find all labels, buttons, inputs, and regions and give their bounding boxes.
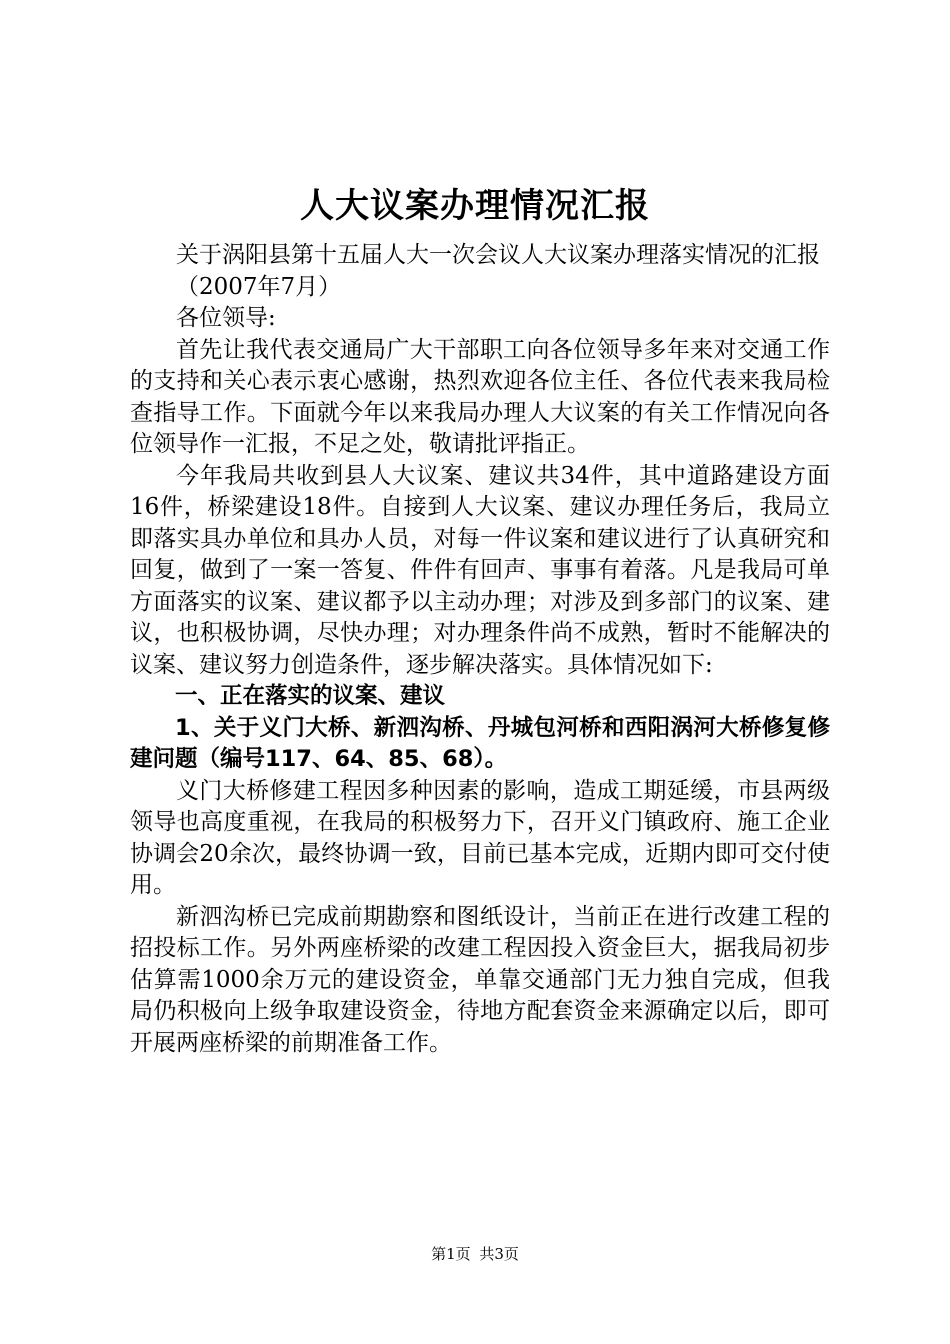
- page-footer: [0, 1244, 950, 1264]
- paragraph-overview: 今年我局共收到县人大议案、建议共34件，其中道路建设方面16件，桥梁建设18件。自接到人大议案、建议办理任务后，我局立即落实具办单位和具办人员，对每一件议案和建议进行了认真研究和回复，做到了一案一答复、件件有回声、事事有着落。凡是我局可单方面落实的议案、建议都予以主动办理；对涉及到多部门的议案、建议，也积极协调，尽快办理；对办理条件尚不成熟，暂时不能解决的议案、建议努力创造条件，逐步解决落实。具体情况如下:: [130, 462, 830, 678]
- paragraph-intro: 首先让我代表交通局广大干部职工向各位领导多年来对交通工作的支持和关心表示衷心感谢，热烈欢迎各位主任、各位代表来我局检查指导工作。下面就今年以来我局办理人大议案的有关工作情况向各位领导作一汇报，不足之处，敬请批评指正。: [130, 336, 830, 457]
- document-title: 人大议案办理情况汇报: [300, 186, 650, 226]
- page-total: 共3页: [479, 1245, 519, 1263]
- paragraph-subtitle: 关于涡阳县第十五届人大一次会议人大议案办理落实情况的汇报: [176, 242, 820, 268]
- paragraph-yimen-bridge: 义门大桥修建工程因多种因素的影响，造成工期延缓，市县两级领导也高度重视，在我局的积极努力下，召开义门镇政府、施工企业协调会20余次，最终协调一致，目前已基本完成，近期内即可交付使用。: [130, 777, 830, 898]
- subsection-heading-1: 1、关于义门大桥、新泗沟桥、丹城包河桥和西阳涡河大桥修复修建问题（编号117、64、85、68）。: [130, 714, 830, 772]
- document-body: [130, 240, 830, 1059]
- section-heading-1: 一、正在落实的议案、建议: [175, 683, 446, 709]
- paragraph-date: （2007年7月）: [176, 273, 342, 300]
- page-number: 第1页: [431, 1245, 471, 1263]
- paragraph-xinsigou-bridge: 新泗沟桥已完成前期勘察和图纸设计，当前正在进行改建工程的招投标工作。另外两座桥梁的改建工程因投入资金巨大，据我局初步估算需1000余万元的建设资金，单靠交通部门无力独自完成，但我局仍积极向上级争取建设资金，待地方配套资金来源确定以后，即可开展两座桥梁的前期准备工作。: [130, 903, 830, 1056]
- paragraph-salutation: 各位领导:: [176, 305, 276, 331]
